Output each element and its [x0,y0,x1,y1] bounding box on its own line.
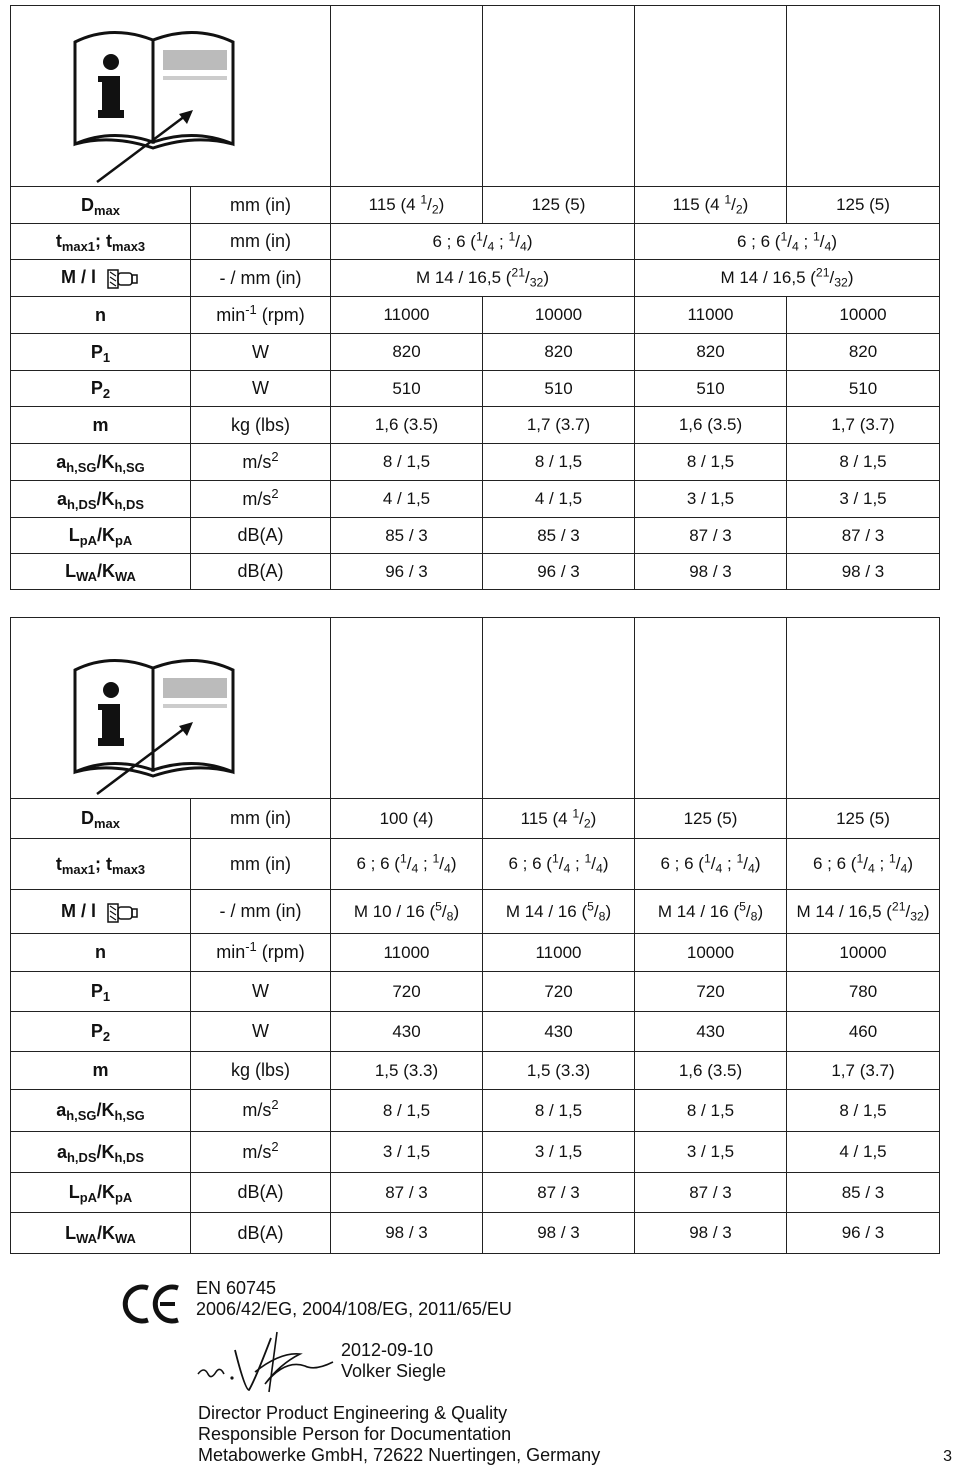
value-cell: 8 / 1,5 [787,444,940,481]
page-number: 3 [943,1448,952,1465]
table-row [11,839,940,890]
parameter-symbol: M / l [11,890,191,934]
value-cell: 510 [331,371,483,407]
value-cell: 1,6 (3.5) [331,407,483,444]
table-row [11,1173,940,1213]
value-cell: 8 / 1,5 [635,1090,787,1132]
value-cell: 8 / 1,5 [635,444,787,481]
value-cell: 1,7 (3.7) [787,407,940,444]
value-cell: M 14 / 16 $(^5/_8)$ [483,890,635,934]
value-cell: 3 / 1,5 [635,481,787,518]
spindle-icon [106,899,140,925]
value-cell: 1,7 (3.7) [483,407,635,444]
unit-cell: W [191,1012,331,1052]
value-cell: 430 [483,1012,635,1052]
value-cell: M 14 / 16 $(^5/_8)$ [635,890,787,934]
unit-cell: $m/s^2$ [191,1132,331,1173]
value-cell: 10000 [483,297,635,334]
value-cell: M 14 / 16,5 $(^{21}/_{32})$ [787,890,940,934]
signer-title-2: Responsible Person for Documentation [198,1424,512,1444]
value-cell: M 14 / 16,5 $(^{21}/_{32})$ [331,260,635,297]
table-row [11,444,940,481]
value-cell: 510 [483,371,635,407]
value-cell: 4 / 1,5 [483,481,635,518]
value-cell: 820 [483,334,635,371]
standard-text: EN 60745 [196,1278,277,1298]
value-cell: 6 ; 6 ($^1/_4$ ; $^1/_4$) [635,839,787,890]
parameter-symbol: $L_{WA}/K_{WA}$ [11,554,191,590]
model-header [483,618,635,799]
value-cell: 115 (4 $^1/_2$) [331,187,483,224]
table-row [11,890,940,934]
value-cell: 87 / 3 [331,1173,483,1213]
table-row [11,187,940,224]
company-block [198,1403,600,1466]
unit-cell: mm (in) [191,224,331,260]
value-cell: 6 ; 6 ($^1/_4$ ; $^1/_4$) [331,224,635,260]
value-cell: 430 [331,1012,483,1052]
value-cell: 820 [787,334,940,371]
value-cell: 8 / 1,5 [483,1090,635,1132]
model-header [331,618,483,799]
value-cell: 820 [331,334,483,371]
model-header [635,618,787,799]
value-cell: 8 / 1,5 [331,1090,483,1132]
unit-cell: kg (lbs) [191,407,331,444]
value-cell: 8 / 1,5 [787,1090,940,1132]
value-cell: 11000 [331,934,483,972]
unit-cell: dB(A) [191,554,331,590]
model-header [635,6,787,187]
value-cell: 96 / 3 [331,554,483,590]
value-cell: 8 / 1,5 [331,444,483,481]
value-cell: 10000 [787,297,940,334]
table-row [11,1012,940,1052]
signer-title-1: Director Product Engineering & Quality [198,1403,508,1423]
value-cell: 100 (4) [331,799,483,839]
unit-cell: W [191,972,331,1012]
value-cell: 125 (5) [483,187,635,224]
table-row [11,260,940,297]
signature-date: 2012-09-10 [341,1340,434,1360]
value-cell: 85 / 3 [331,518,483,554]
value-cell: 3 / 1,5 [635,1132,787,1173]
unit-cell: $m/s^2$ [191,1090,331,1132]
value-cell: 430 [635,1012,787,1052]
parameter-symbol: M / l [11,260,191,297]
table-row [11,371,940,407]
parameter-symbol: $L_{pA}/K_{pA}$ [11,1173,191,1213]
unit-cell: - / mm (in) [191,260,331,297]
manual-book-icon [11,618,331,799]
value-cell: 820 [635,334,787,371]
value-cell: 720 [635,972,787,1012]
value-cell: 6 ; 6 ($^1/_4$ ; $^1/_4$) [331,839,483,890]
value-cell: 10000 [787,934,940,972]
manual-book-icon [11,6,331,187]
table-row [11,518,940,554]
parameter-symbol: $P_1$ [11,334,191,371]
value-cell: 125 (5) [787,799,940,839]
parameter-symbol: n [11,934,191,972]
spec-table-1 [10,5,940,590]
parameter-symbol: n [11,297,191,334]
spindle-icon [106,265,140,291]
model-header [483,6,635,187]
table-row [11,224,940,260]
model-header [787,618,940,799]
unit-cell: mm (in) [191,187,331,224]
directives-text: 2006/42/EG, 2004/108/EG, 2011/65/EU [196,1299,512,1319]
value-cell: 6 ; 6 ($^1/_4$ ; $^1/_4$) [483,839,635,890]
value-cell: 98 / 3 [635,554,787,590]
unit-cell: W [191,371,331,407]
value-cell: 720 [483,972,635,1012]
parameter-symbol: $t_{max1}$; $t_{max3}$ [11,224,191,260]
parameter-symbol: $a_{h,DS}/K_{h,DS}$ [11,481,191,518]
table-row [11,297,940,334]
value-cell: 3 / 1,5 [331,1132,483,1173]
unit-cell: - / mm (in) [191,890,331,934]
signature [195,1322,335,1407]
unit-cell: mm (in) [191,839,331,890]
table-row [11,1132,940,1173]
value-cell: M 10 / 16 $(^5/_8)$ [331,890,483,934]
signer-name: Volker Siegle [341,1361,447,1381]
unit-cell: $\min^{-1} (rpm)$ [191,297,331,334]
model-header [787,6,940,187]
standards-block [196,1278,512,1320]
table-row [11,481,940,518]
value-cell: 85 / 3 [483,518,635,554]
value-cell: 460 [787,1012,940,1052]
value-cell: 1,5 (3.3) [483,1052,635,1090]
value-cell: 720 [331,972,483,1012]
value-cell: 4 / 1,5 [787,1132,940,1173]
unit-cell: $m/s^2$ [191,444,331,481]
value-cell: 11000 [635,297,787,334]
value-cell: 98 / 3 [635,1213,787,1254]
table-row [11,554,940,590]
value-cell: 125 (5) [787,187,940,224]
unit-cell: $m/s^2$ [191,481,331,518]
table-row [11,407,940,444]
ce-mark [120,1282,184,1331]
parameter-symbol: $P_1$ [11,972,191,1012]
parameter-symbol: $D_{max}$ [11,799,191,839]
table-row [11,334,940,371]
unit-cell: dB(A) [191,1213,331,1254]
parameter-symbol: m [11,1052,191,1090]
model-header [331,6,483,187]
value-cell: 115 (4 $^1/_2$) [635,187,787,224]
unit-cell: W [191,334,331,371]
value-cell: 510 [787,371,940,407]
value-cell: 3 / 1,5 [787,481,940,518]
value-cell: 98 / 3 [331,1213,483,1254]
value-cell: 98 / 3 [483,1213,635,1254]
value-cell: 96 / 3 [787,1213,940,1254]
parameter-symbol: $L_{pA}/K_{pA}$ [11,518,191,554]
signer-block [341,1340,446,1382]
company-address: Metabowerke GmbH, 72622 Nuertingen, Germany [198,1445,601,1465]
value-cell: 6 ; 6 ($^1/_4$ ; $^1/_4$) [635,224,940,260]
value-cell: 125 (5) [635,799,787,839]
parameter-symbol: $a_{h,SG}/K_{h,SG}$ [11,444,191,481]
parameter-symbol: $t_{max1}$; $t_{max3}$ [11,839,191,890]
parameter-symbol: $D_{max}$ [11,187,191,224]
table-row [11,934,940,972]
value-cell: M 14 / 16,5 $(^{21}/_{32})$ [635,260,940,297]
value-cell: 6 ; 6 ($^1/_4$ ; $^1/_4$) [787,839,940,890]
value-cell: 87 / 3 [635,1173,787,1213]
value-cell: 3 / 1,5 [483,1132,635,1173]
value-cell: 4 / 1,5 [331,481,483,518]
value-cell: 11000 [483,934,635,972]
parameter-symbol: $L_{WA}/K_{WA}$ [11,1213,191,1254]
parameter-symbol: $a_{h,SG}/K_{h,SG}$ [11,1090,191,1132]
value-cell: 1,6 (3.5) [635,407,787,444]
value-cell: 115 (4 $^1/_2$) [483,799,635,839]
parameter-symbol: m [11,407,191,444]
table-row [11,1213,940,1254]
unit-cell: kg (lbs) [191,1052,331,1090]
value-cell: 1,5 (3.3) [331,1052,483,1090]
value-cell: 1,7 (3.7) [787,1052,940,1090]
table-row [11,1052,940,1090]
table-row [11,799,940,839]
value-cell: 87 / 3 [787,518,940,554]
value-cell: 10000 [635,934,787,972]
unit-cell: dB(A) [191,1173,331,1213]
table-row [11,1090,940,1132]
value-cell: 11000 [331,297,483,334]
value-cell: 98 / 3 [787,554,940,590]
parameter-symbol: $P_2$ [11,371,191,407]
value-cell: 510 [635,371,787,407]
value-cell: 780 [787,972,940,1012]
unit-cell: mm (in) [191,799,331,839]
unit-cell: $\min^{-1} (rpm)$ [191,934,331,972]
value-cell: 87 / 3 [483,1173,635,1213]
spec-table-2 [10,617,940,1254]
value-cell: 8 / 1,5 [483,444,635,481]
unit-cell: dB(A) [191,518,331,554]
parameter-symbol: $P_2$ [11,1012,191,1052]
value-cell: 1,6 (3.5) [635,1052,787,1090]
value-cell: 96 / 3 [483,554,635,590]
value-cell: 85 / 3 [787,1173,940,1213]
parameter-symbol: $a_{h,DS}/K_{h,DS}$ [11,1132,191,1173]
value-cell: 87 / 3 [635,518,787,554]
table-row [11,972,940,1012]
